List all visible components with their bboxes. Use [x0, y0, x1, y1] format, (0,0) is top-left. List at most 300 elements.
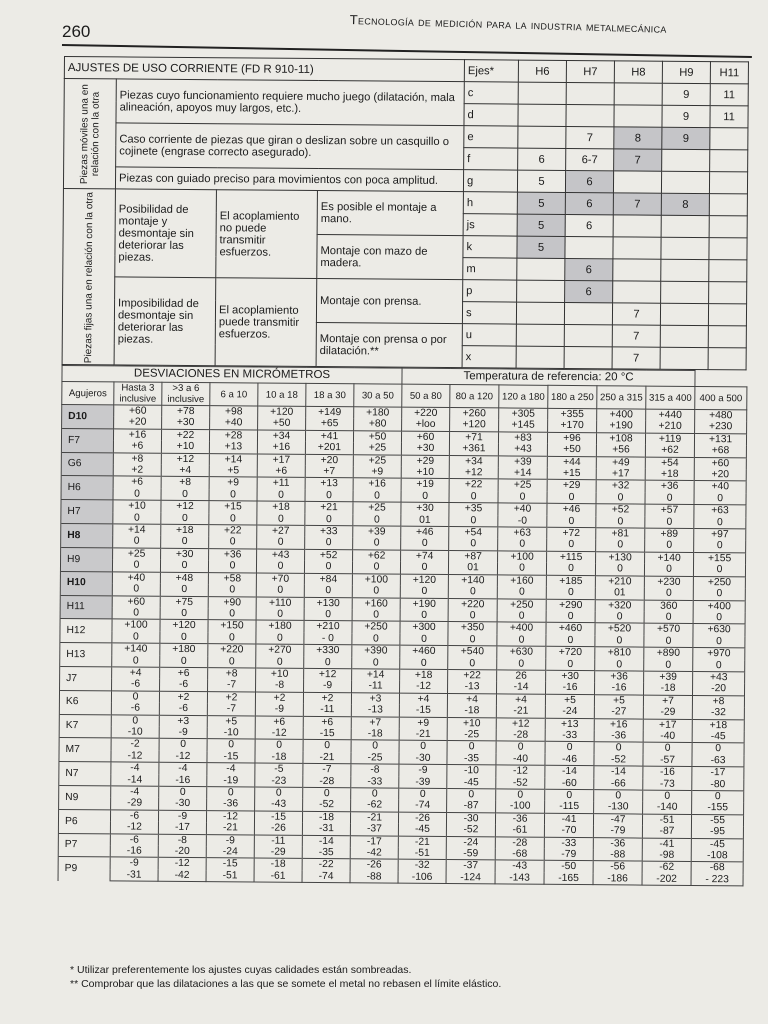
hole-designation: D10	[62, 404, 114, 428]
upper-deviation: +6	[113, 476, 161, 488]
upper-deviation: -9	[110, 857, 158, 869]
upper-deviation: +35	[449, 503, 498, 515]
lower-deviation: -60	[545, 777, 594, 789]
upper-deviation: +4	[496, 694, 545, 706]
lower-deviation: -18	[351, 728, 399, 740]
upper-deviation: +460	[400, 645, 448, 657]
lower-deviation: 0	[352, 657, 400, 669]
lower-deviation: -7	[207, 703, 255, 715]
lower-deviation: 01	[448, 562, 497, 574]
fixed-method: Es posible el montaje a mano.	[317, 190, 463, 235]
lower-deviation: 0	[497, 610, 546, 622]
fit-cell-h8: 7	[612, 347, 660, 369]
lower-deviation: 0	[161, 512, 209, 524]
upper-deviation: +18	[692, 719, 744, 731]
hole-designation: J7	[60, 666, 112, 690]
lower-deviation: -24	[206, 846, 254, 858]
fit-cell-h11	[708, 326, 746, 348]
lower-deviation: -61	[254, 870, 302, 882]
hole-designation: H13	[60, 643, 112, 667]
upper-deviation: +155	[694, 552, 746, 564]
lower-deviation: 0	[448, 586, 497, 598]
upper-deviation: +149	[306, 406, 354, 418]
lower-deviation: 0	[112, 655, 160, 667]
fit-cell-h8: 7	[614, 149, 662, 171]
lower-deviation: 0	[694, 517, 746, 529]
upper-deviation: 0	[159, 786, 207, 798]
lower-deviation: +62	[645, 445, 694, 457]
upper-deviation: +12	[304, 668, 352, 680]
upper-deviation: +100	[498, 551, 547, 563]
axis-label: u	[462, 324, 516, 346]
upper-deviation: +4	[112, 667, 160, 679]
lower-deviation: -88	[593, 849, 642, 861]
lower-deviation: 0	[400, 657, 448, 669]
lower-deviation: 0	[596, 516, 645, 528]
lower-deviation: +2	[113, 464, 161, 476]
lower-deviation: -87	[447, 800, 496, 812]
lower-deviation: 0	[352, 633, 400, 645]
lower-deviation: -40	[643, 731, 692, 743]
lower-deviation: 0	[693, 659, 745, 671]
fit-cell-h7	[566, 104, 614, 126]
lower-deviation: 0	[304, 656, 352, 668]
upper-deviation: -26	[350, 859, 398, 871]
fit-cell-h11	[709, 238, 747, 260]
upper-deviation: +108	[596, 433, 645, 445]
upper-deviation: -4	[159, 762, 207, 774]
lower-deviation: 0	[256, 632, 304, 644]
lower-deviation: -10	[207, 727, 255, 739]
upper-deviation: +40	[112, 572, 160, 584]
upper-deviation: +7	[643, 695, 692, 707]
lower-deviation: 0	[644, 588, 693, 600]
axis-label: c	[464, 82, 518, 104]
fit-cell-h8: 7	[612, 303, 660, 325]
lower-deviation: 0	[256, 585, 304, 597]
hole-designation: H12	[60, 619, 112, 643]
lower-deviation: 0	[208, 560, 256, 572]
upper-deviation: 0	[303, 740, 351, 752]
size-range-header: 6 a 10	[210, 383, 258, 406]
lower-deviation: 0	[209, 489, 257, 501]
upper-deviation: +43	[257, 549, 305, 561]
upper-deviation: +39	[353, 526, 401, 538]
lower-deviation: -45	[398, 824, 446, 836]
lower-deviation: 0	[498, 539, 547, 551]
fit-cell-h11	[710, 128, 748, 150]
upper-deviation: +20	[305, 454, 353, 466]
upper-deviation: +16	[594, 718, 643, 730]
upper-deviation: +30	[546, 670, 595, 682]
lower-deviation: +10	[401, 467, 449, 479]
lower-deviation: 0	[160, 631, 208, 643]
upper-deviation: +390	[352, 645, 400, 657]
fit-cell-h6	[518, 104, 566, 126]
lower-deviation: -6	[160, 679, 208, 691]
lower-deviation: -9	[304, 680, 352, 692]
upper-deviation: +15	[209, 501, 257, 513]
upper-deviation: +300	[400, 621, 448, 633]
lower-deviation: +230	[695, 421, 747, 433]
upper-deviation: 0	[594, 742, 643, 754]
upper-deviation: +180	[354, 407, 402, 419]
lower-deviation: -18	[255, 751, 303, 763]
upper-deviation: +18	[161, 524, 209, 536]
hole-designation: M7	[59, 738, 111, 762]
holes-header: Agujeros	[62, 381, 114, 404]
lower-deviation: +20	[114, 417, 162, 429]
lower-deviation: -27	[594, 706, 643, 718]
lower-deviation: -18	[447, 705, 496, 717]
upper-deviation: +13	[305, 478, 353, 490]
fixed-method: Montaje con prensa.	[316, 278, 462, 323]
hole-designation: H6	[61, 476, 113, 500]
lower-deviation: -46	[545, 754, 594, 766]
lower-deviation: +17	[596, 468, 645, 480]
upper-deviation: +54	[449, 527, 498, 539]
fit-cell-h6	[516, 346, 564, 368]
upper-deviation: +5	[545, 694, 594, 706]
lower-deviation: - 223	[691, 874, 743, 886]
size-range-header: 18 a 30	[306, 383, 354, 406]
lower-deviation: 0	[596, 540, 645, 552]
lower-deviation: -12	[110, 822, 158, 834]
upper-deviation: +58	[208, 572, 256, 584]
lower-deviation: 0	[644, 635, 693, 647]
upper-deviation: -18	[302, 811, 350, 823]
lower-deviation: 0	[256, 608, 304, 620]
lower-deviation: -6	[159, 703, 207, 715]
upper-deviation: -14	[545, 765, 594, 777]
fit-cell-h9: 9	[662, 127, 710, 149]
lower-deviation: -35	[447, 753, 496, 765]
upper-deviation: -4	[207, 763, 255, 775]
deviations-table-body	[58, 365, 747, 886]
upper-deviation: +350	[448, 622, 497, 634]
upper-deviation: +40	[498, 503, 547, 515]
axis-label: js	[463, 214, 517, 236]
lower-deviation: -8	[256, 680, 304, 692]
upper-deviation: +140	[448, 574, 497, 586]
lower-deviation: 0	[353, 490, 401, 502]
upper-deviation: +54	[645, 457, 694, 469]
upper-deviation: -36	[593, 837, 642, 849]
lower-deviation: 0	[352, 585, 400, 597]
lower-deviation: 0	[595, 563, 644, 575]
upper-deviation: 0	[594, 790, 643, 802]
upper-deviation: +41	[305, 430, 353, 442]
lower-deviation: 0	[546, 611, 595, 623]
upper-deviation: +250	[497, 598, 546, 610]
lower-deviation: -57	[643, 754, 692, 766]
lower-deviation: +16	[257, 442, 305, 454]
lower-deviation: -42	[350, 847, 398, 859]
fit-cell-h11	[709, 216, 747, 238]
upper-deviation: +160	[352, 597, 400, 609]
lower-deviation: 0	[401, 491, 449, 503]
upper-deviation: +120	[160, 620, 208, 632]
lower-deviation: 0	[160, 584, 208, 596]
fit-cell-h6: 6	[518, 148, 566, 170]
lower-deviation: 0	[257, 513, 305, 525]
lower-deviation: 0	[353, 538, 401, 550]
lower-deviation: -25	[351, 752, 399, 764]
upper-deviation: +17	[257, 454, 305, 466]
lower-deviation: -98	[642, 850, 691, 862]
upper-deviation: -36	[496, 813, 545, 825]
upper-deviation: -50	[544, 861, 593, 873]
fit-cell-h11: 11	[710, 84, 748, 106]
size-range-header: >3 a 6 inclusive	[162, 382, 210, 405]
upper-deviation: -41	[545, 813, 594, 825]
upper-deviation: +4	[399, 693, 447, 705]
upper-deviation: -55	[692, 814, 744, 826]
upper-deviation: +52	[596, 504, 645, 516]
upper-deviation: -12	[158, 858, 206, 870]
upper-deviation: -68	[691, 862, 743, 874]
lower-deviation: 0	[497, 658, 546, 670]
upper-deviation: +220	[208, 644, 256, 656]
upper-deviation: +14	[113, 524, 161, 536]
lower-deviation: 0	[304, 561, 352, 573]
lower-deviation: +9	[353, 466, 401, 478]
upper-deviation: +14	[352, 669, 400, 681]
lower-deviation: -95	[691, 826, 743, 838]
upper-deviation: 0	[111, 691, 159, 703]
lower-deviation: -29	[111, 798, 159, 810]
lower-deviation: +25	[353, 443, 401, 455]
lower-deviation: -63	[692, 755, 744, 767]
footnote-1: * Utilizar preferentemente los ajustes cuyas calidades están sombreadas.	[70, 964, 412, 976]
lower-deviation: 0	[401, 538, 449, 550]
upper-deviation: +36	[209, 549, 257, 561]
fit-cell-h7: 6	[565, 258, 613, 280]
column-header-h7: H7	[566, 60, 614, 82]
upper-deviation: -28	[495, 837, 544, 849]
upper-deviation: +520	[595, 623, 644, 635]
upper-deviation: +8	[692, 695, 744, 707]
lower-deviation: -52	[594, 754, 643, 766]
lower-deviation: +15	[547, 468, 596, 480]
upper-deviation: +9	[399, 717, 447, 729]
fit-cell-h6	[517, 280, 565, 302]
lower-deviation: -17	[158, 822, 206, 834]
lower-deviation: 0	[497, 634, 546, 646]
fits-row	[63, 276, 747, 303]
upper-deviation: -12	[496, 765, 545, 777]
lower-deviation: 0	[113, 488, 161, 500]
upper-deviation: +100	[112, 619, 160, 631]
usage-description: Piezas con guiado preciso para movimientos con poca amplitud.	[115, 167, 463, 192]
lower-deviation: -165	[544, 873, 593, 885]
upper-deviation: +36	[645, 481, 694, 493]
upper-deviation: 26	[497, 670, 546, 682]
lower-deviation: 01	[401, 514, 449, 526]
upper-deviation: +22	[209, 525, 257, 537]
hole-designation: H8	[61, 524, 113, 548]
upper-deviation: +25	[353, 502, 401, 514]
upper-deviation: +290	[546, 599, 595, 611]
fit-cell-h9	[661, 215, 709, 237]
hole-designation: P7	[58, 833, 110, 857]
upper-deviation: -4	[111, 762, 159, 774]
lower-deviation: +56	[596, 444, 645, 456]
lower-deviation: -130	[594, 802, 643, 814]
upper-deviation: +43	[693, 671, 745, 683]
lower-deviation: -61	[495, 825, 544, 837]
upper-deviation: +52	[305, 549, 353, 561]
lower-deviation: 0	[595, 611, 644, 623]
lower-deviation: -140	[643, 802, 692, 814]
upper-deviation: +6	[160, 667, 208, 679]
upper-deviation: +16	[353, 478, 401, 490]
lower-deviation: -18	[644, 683, 693, 695]
upper-deviation: -30	[447, 812, 496, 824]
fits-table-body	[62, 57, 748, 370]
upper-deviation: 0	[351, 788, 399, 800]
lower-deviation: +18	[645, 469, 694, 481]
upper-deviation: +12	[161, 453, 209, 465]
fits-title: AJUSTES DE USO CORRIENTE (FD R 910-11)	[64, 57, 464, 82]
lower-deviation: 0	[694, 493, 746, 505]
upper-deviation: +29	[401, 455, 449, 467]
upper-deviation: +810	[595, 647, 644, 659]
lower-deviation: -40	[496, 753, 545, 765]
upper-deviation: +630	[693, 624, 745, 636]
upper-deviation: +480	[695, 409, 747, 421]
upper-deviation: 0	[351, 740, 399, 752]
fit-cell-h6: 5	[517, 192, 565, 214]
lower-deviation: -21	[206, 822, 254, 834]
upper-deviation: +2	[207, 691, 255, 703]
lower-deviation: 0	[448, 610, 497, 622]
lower-deviation: -13	[448, 681, 497, 693]
lower-deviation: 0	[208, 584, 256, 596]
lower-deviation: -115	[545, 801, 594, 813]
upper-deviation: +36	[595, 671, 644, 683]
upper-deviation: +30	[161, 548, 209, 560]
lower-deviation: -15	[399, 705, 447, 717]
upper-deviation: +25	[498, 479, 547, 491]
fixed-transmission: El acoplamiento no puede transmitir esfuerzos.	[216, 190, 318, 279]
lower-deviation: -33	[351, 776, 399, 788]
lower-deviation: -52	[303, 799, 351, 811]
upper-deviation: -10	[447, 765, 496, 777]
lower-deviation: -21	[303, 752, 351, 764]
upper-deviation: +84	[304, 573, 352, 585]
lower-deviation: 01	[595, 587, 644, 599]
upper-deviation: 0	[545, 742, 594, 754]
lower-deviation: +6	[257, 466, 305, 478]
fit-cell-h7	[564, 346, 612, 368]
upper-deviation: +3	[351, 693, 399, 705]
upper-deviation: +100	[352, 573, 400, 585]
lower-deviation: -73	[643, 778, 692, 790]
lower-deviation: -70	[544, 825, 593, 837]
lower-deviation: -52	[446, 824, 495, 836]
upper-deviation: +96	[547, 432, 596, 444]
axis-label: s	[462, 302, 516, 324]
fit-cell-h11	[710, 150, 748, 172]
upper-deviation: +720	[546, 646, 595, 658]
lower-deviation: -28	[496, 729, 545, 741]
upper-deviation: +72	[547, 527, 596, 539]
lower-deviation: -74	[399, 800, 447, 812]
fit-cell-h11	[709, 282, 747, 304]
lower-deviation: 0	[547, 539, 596, 551]
lower-deviation: -20	[158, 846, 206, 858]
lower-deviation: -11	[303, 704, 351, 716]
upper-deviation: +39	[498, 456, 547, 468]
upper-deviation: -37	[446, 860, 495, 872]
axis-label: m	[463, 258, 517, 280]
lower-deviation: +361	[449, 443, 498, 455]
upper-deviation: +60	[112, 595, 160, 607]
lower-deviation: -74	[302, 871, 350, 883]
group-fixed: Piezas fijas una en relación con la otra	[62, 188, 115, 364]
lower-deviation: -16	[110, 845, 158, 857]
upper-deviation: +90	[208, 596, 256, 608]
hole-designation: P9	[58, 857, 110, 881]
lower-deviation: -39	[399, 776, 447, 788]
fit-cell-h11	[709, 260, 747, 282]
upper-deviation: +540	[448, 646, 497, 658]
lower-deviation: -68	[495, 848, 544, 860]
lower-deviation: +170	[548, 420, 597, 432]
upper-deviation: +50	[353, 431, 401, 443]
lower-deviation: +loo	[402, 419, 450, 431]
upper-deviation: +60	[694, 457, 746, 469]
upper-deviation: 0	[303, 787, 351, 799]
lower-deviation: +80	[354, 419, 402, 431]
upper-deviation: +180	[160, 643, 208, 655]
lower-deviation: -36	[207, 799, 255, 811]
upper-deviation: 0	[255, 739, 303, 751]
upper-deviation: +230	[644, 576, 693, 588]
lower-deviation: -30	[399, 752, 447, 764]
size-range-header: 315 a 400	[646, 386, 695, 409]
upper-deviation: +2	[159, 691, 207, 703]
upper-deviation: -9	[399, 764, 447, 776]
upper-deviation: +400	[497, 622, 546, 634]
fit-cell-h6: 5	[517, 170, 565, 192]
upper-deviation: 0	[447, 789, 496, 801]
upper-deviation: +210	[304, 621, 352, 633]
hole-designation: N9	[59, 785, 111, 809]
lower-deviation: -62	[351, 800, 399, 812]
fit-cell-h9	[661, 171, 709, 193]
upper-deviation: +75	[160, 596, 208, 608]
upper-deviation: -15	[254, 811, 302, 823]
upper-deviation: +120	[258, 406, 306, 418]
lower-deviation: -79	[593, 825, 642, 837]
lower-deviation: -30	[159, 798, 207, 810]
upper-deviation: 0	[399, 741, 447, 753]
upper-deviation: +57	[645, 504, 694, 516]
lower-deviation: 0	[208, 632, 256, 644]
lower-deviation: -28	[303, 775, 351, 787]
upper-deviation: -12	[206, 810, 254, 822]
fit-cell-h11	[709, 172, 747, 194]
upper-deviation: +18	[400, 669, 448, 681]
fit-cell-h7: 6	[565, 214, 613, 236]
lower-deviation: 0	[497, 563, 546, 575]
lower-deviation: -6	[112, 679, 160, 691]
upper-deviation: 0	[643, 790, 692, 802]
lower-deviation: 0	[693, 612, 745, 624]
fit-cell-h7: 6	[565, 192, 613, 214]
